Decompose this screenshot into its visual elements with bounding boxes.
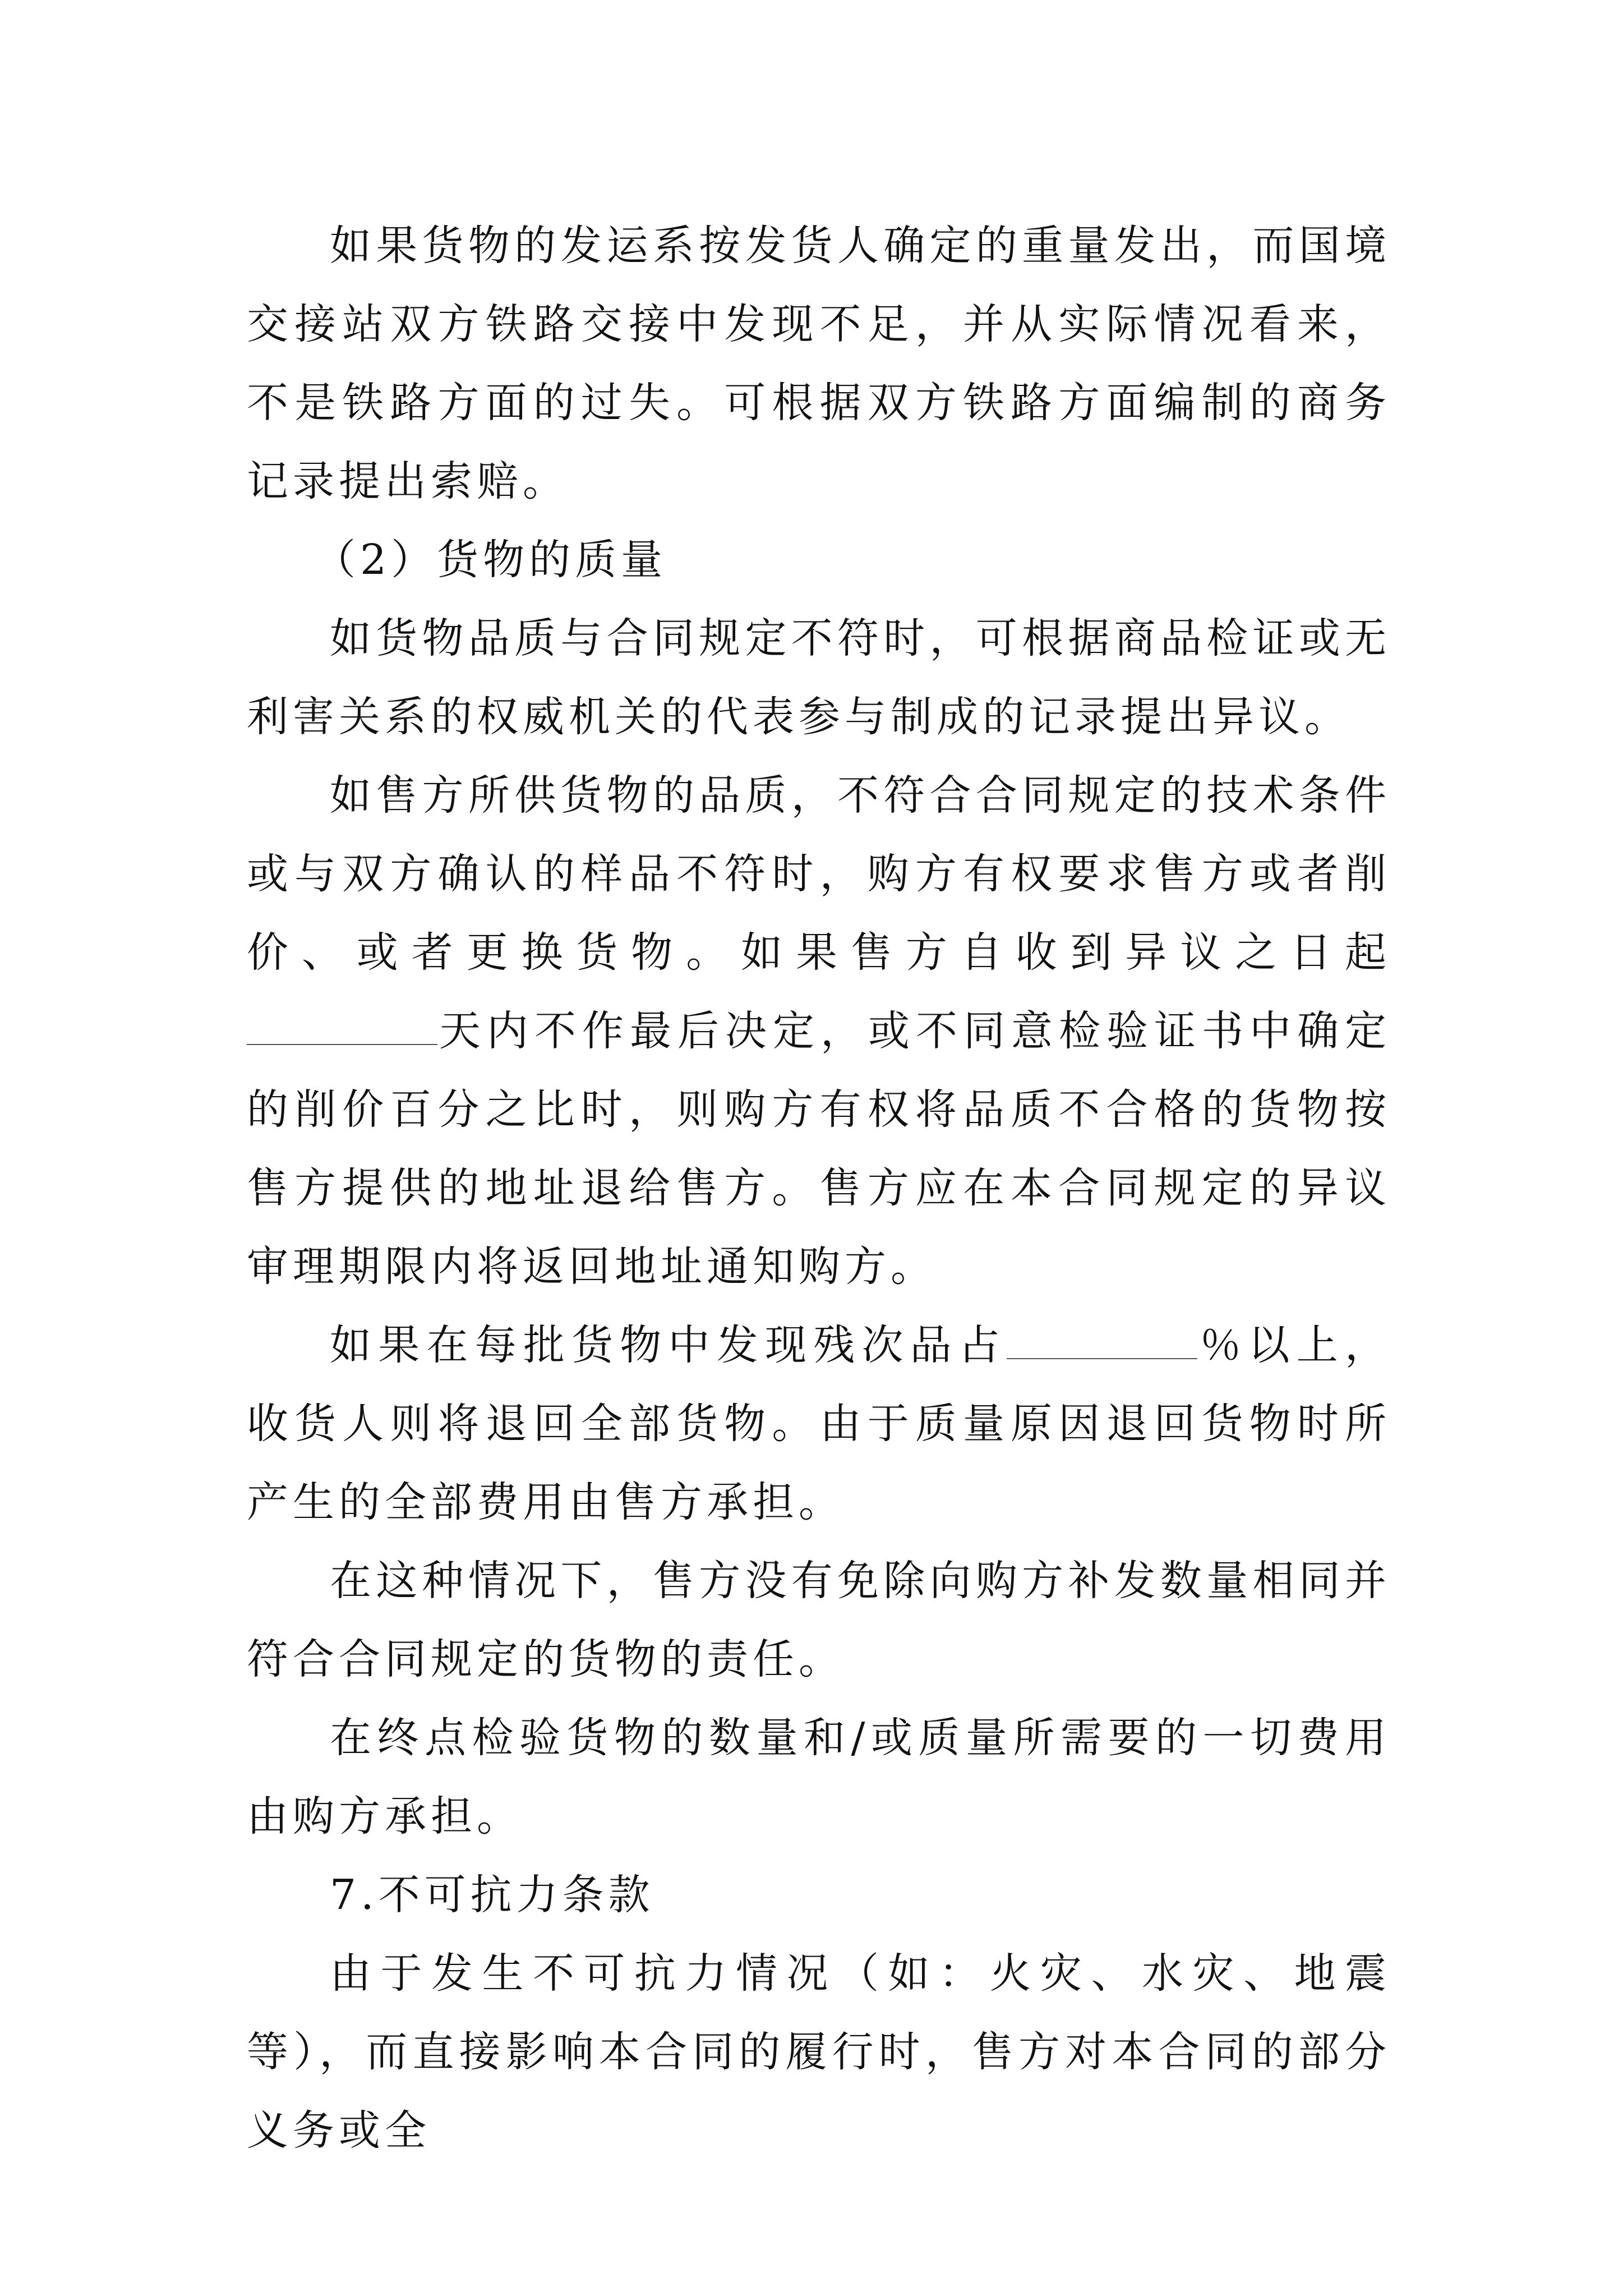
paragraph-inspection-cost: 在终点检验货物的数量和/或质量所需要的一切费用由购方承担。 xyxy=(247,1714,1391,1841)
heading-goods-quality: （2）货物的质量 xyxy=(314,536,667,584)
paragraph-text: ％以上，收货人则将退回全部货物。由于质量原因退回货物时所产生的全部费用由售方承担。 xyxy=(247,1321,1391,1526)
fill-in-blank-percent[interactable] xyxy=(1007,1324,1197,1359)
paragraph-quality-nonconformity xyxy=(247,756,1391,1306)
paragraph-weight-shortage: 如果货物的发运系按发货人确定的重量发出，而国境交接站双方铁路交接中发现不足，并从实际情况看来，不是铁路方面的过失。可根据双方铁路方面编制的商务记录提出索赔。 xyxy=(247,222,1391,505)
document-body xyxy=(247,206,1391,2170)
paragraph-quality-objection: 如货物品质与合同规定不符时，可根据商品检证或无利害关系的权威机关的代表参与制成的记录提出异议。 xyxy=(247,614,1391,741)
paragraph-replacement-duty: 在这种情况下，售方没有免除向购方补发数量相同并符合合同规定的货物的责任。 xyxy=(247,1557,1391,1683)
paragraph-force-majeure: 由于发生不可抗力情况（如：火灾、水灾、地震等），而直接影响本合同的履行时，售方对本合同的部分义务或全 xyxy=(247,1949,1391,2155)
paragraph-text: 如售方所供货物的品质，不符合合同规定的技术条件或与双方确认的样品不符时，购方有权要求售方或者削价、或者更换货物。如果售方自收到异议之日起 xyxy=(247,771,1391,977)
paragraph-defect-rate xyxy=(247,1306,1391,1542)
fill-in-blank-days[interactable] xyxy=(247,1010,437,1045)
heading-force-majeure: 7.不可抗力条款 xyxy=(330,1871,654,1919)
paragraph-text: 天内不作最后决定，或不同意检验证书中确定的削价百分之比时，则购方有权将品质不合格的货物按售方提供的地址退给售方。售方应在本合同规定的异议审理期限内将返回地址通知购方。 xyxy=(247,1007,1391,1291)
paragraph-text: 如果在每批货物中发现残次品占 xyxy=(330,1321,1007,1369)
